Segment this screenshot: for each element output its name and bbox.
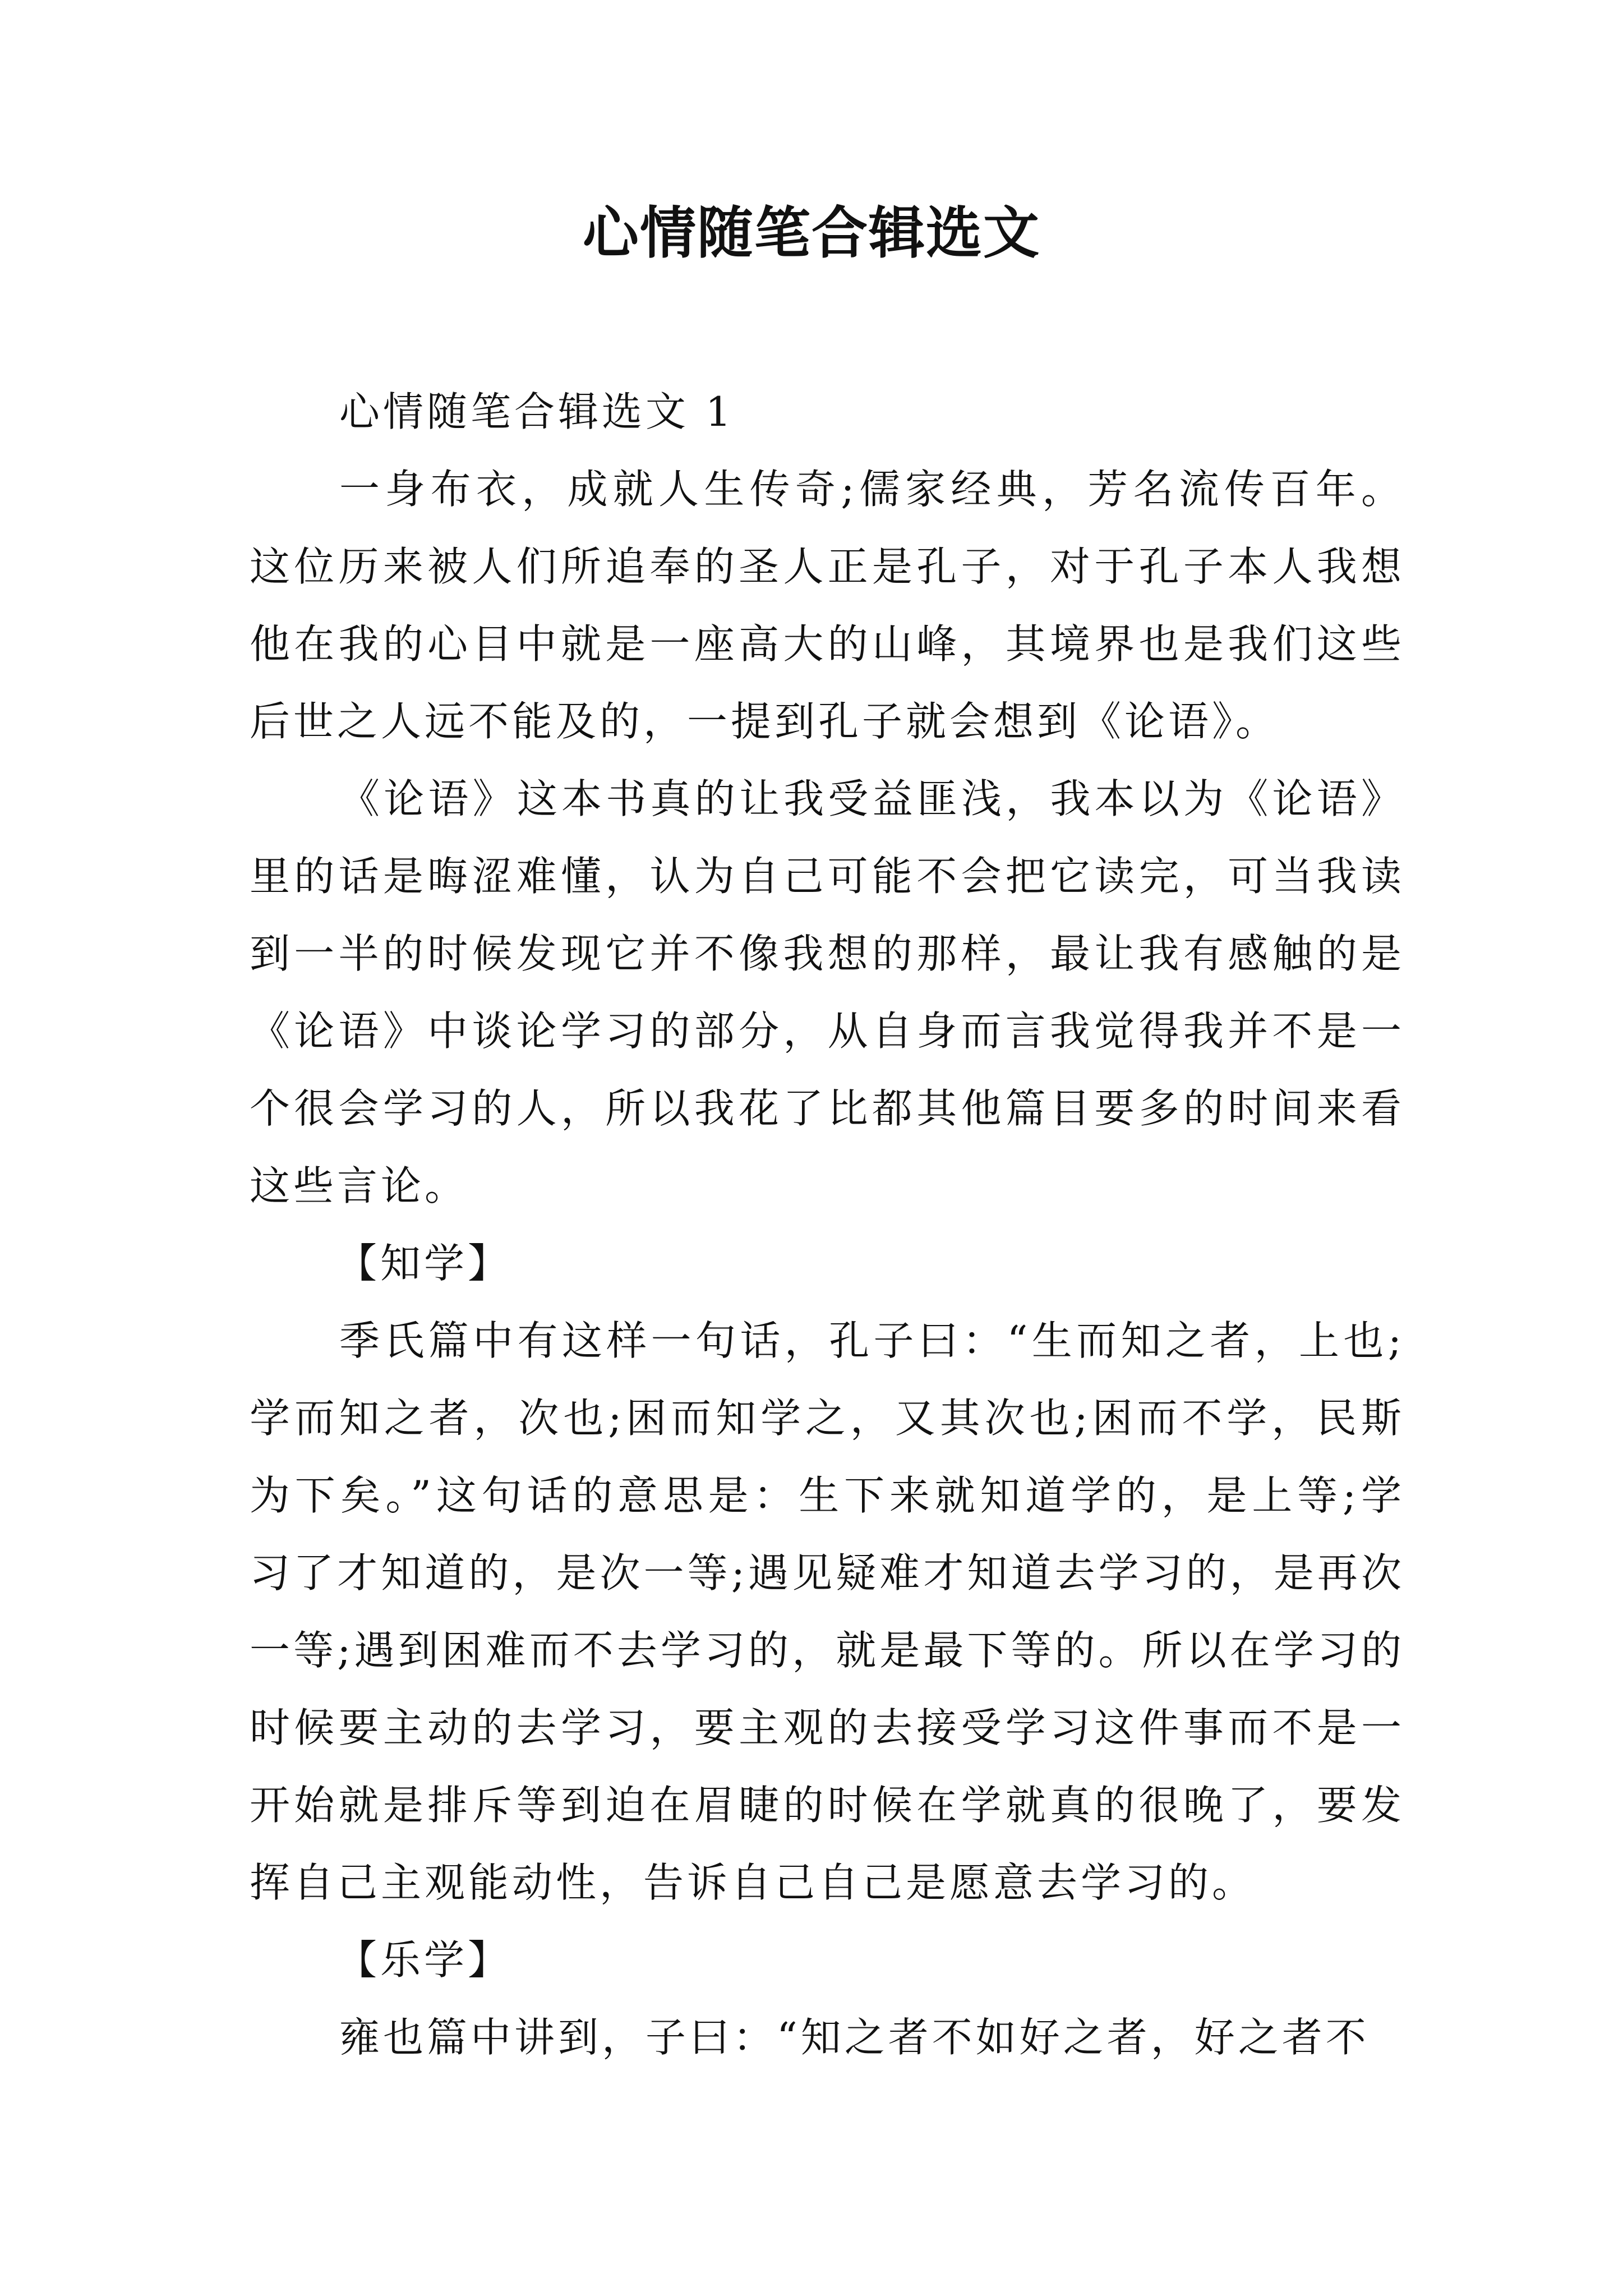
subheading-zhixue: 【知学】 bbox=[336, 1240, 512, 1287]
document-body bbox=[250, 373, 1405, 2076]
section-heading: 心情随笔合辑选文 1 bbox=[339, 388, 735, 435]
paragraph: 雍也篇中讲到，子曰：“知之者不如好之者，好之者不 bbox=[339, 2014, 1370, 2061]
subheading-lexue: 【乐学】 bbox=[336, 1936, 512, 1984]
paragraph: 一身布衣，成就人生传奇;儒家经典，芳名流传百年。这位历来被人们所追奉的圣人正是孔子，对于孔子本人我想他在我的心目中就是一座高大的山峰，其境界也是我们这些后世之人远不能及的，一提到孔子就会想到《论语》。 bbox=[250, 466, 1405, 745]
paragraph: 季氏篇中有这样一句话，孔子曰：“生而知之者，上也;学而知之者，次也;困而知学之，又其次也;困而不学，民斯为下矣。”这句话的意思是：生下来就知道学的，是上等;学习了才知道的，是次一等;遇见疑难才知道去学习的，是再次一等;遇到困难而不去学习的，就是最下等的。所以在学习的时候要主动的去学习，要主观的去接受学习这件事而不是一开始就是排斥等到迫在眉睫的时候在学就真的很晚了，要发挥自己主观能动性，告诉自己自己是愿意去学习的。 bbox=[250, 1317, 1405, 1906]
paragraph: 《论语》这本书真的让我受益匪浅，我本以为《论语》里的话是晦涩难懂，认为自己可能不会把它读完，可当我读到一半的时候发现它并不像我想的那样，最让我有感触的是《论语》中谈论学习的部分，从自身而言我觉得我并不是一个很会学习的人，所以我花了比都其他篇目要多的时间来看这些言论。 bbox=[250, 775, 1405, 1209]
document-title: 心情随笔合辑选文 bbox=[583, 200, 1040, 266]
